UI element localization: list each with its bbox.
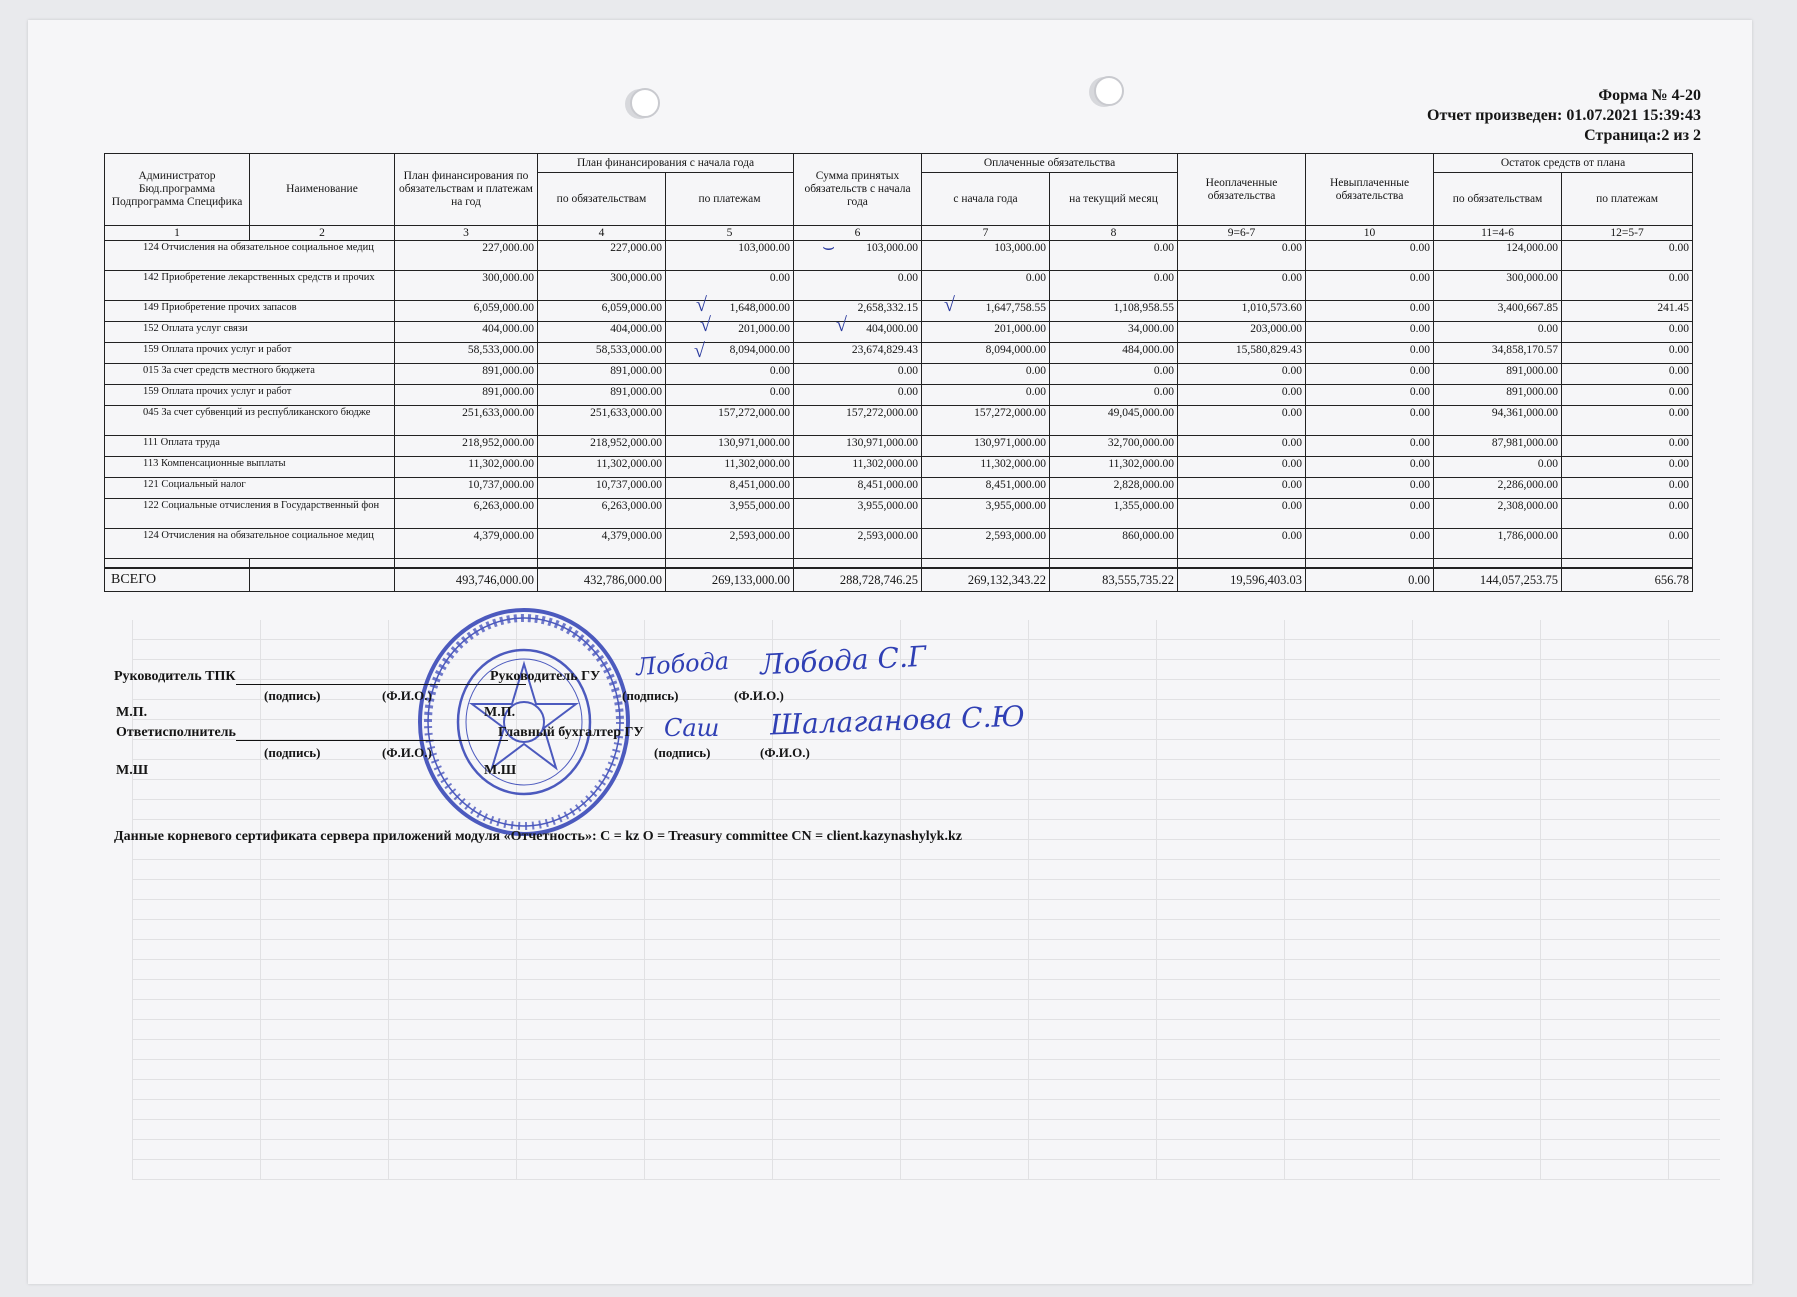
row-name: Отчисления на обязательное социальное медиц [161, 530, 374, 541]
spacer-cell [1306, 559, 1434, 569]
value-cell: 0.00 [1050, 241, 1178, 271]
label-executor: Ответисполнитель [116, 725, 236, 740]
column-number: 4 [538, 226, 666, 241]
table-row [105, 241, 1693, 271]
value-cell: 891,000.00 [538, 385, 666, 406]
value-cell: 251,633,000.00 [538, 406, 666, 436]
value-cell: 891,000.00 [395, 385, 538, 406]
value-cell: 4,379,000.00 [538, 529, 666, 559]
value-cell: 6,263,000.00 [395, 499, 538, 529]
row-name: Оплата прочих услуг и работ [161, 386, 292, 397]
value-cell: 404,000.00 [538, 322, 666, 343]
value-cell: 0.00 [1178, 457, 1306, 478]
value-cell: 2,828,000.00 [1050, 478, 1178, 499]
row-code: 159 [143, 344, 159, 355]
value-cell: 130,971,000.00 [666, 436, 794, 457]
value-cell: 3,400,667.85 [1434, 301, 1562, 322]
column-number: 10 [1306, 226, 1434, 241]
value-cell: 0.00 [1306, 457, 1434, 478]
value-cell: 201,000.00 [922, 322, 1050, 343]
row-name: Компенсационные выплаты [161, 458, 286, 469]
value-cell: 2,593,000.00 [922, 529, 1050, 559]
col-admin-header: Администратор Бюд.программа Подпрограмма Специфика [105, 154, 250, 226]
value-cell: 0.00 [1562, 436, 1693, 457]
check-mark-icon: √ [696, 294, 707, 316]
total-label: ВСЕГО [105, 568, 250, 592]
row-code-name [105, 364, 395, 385]
spacer-cell [250, 559, 395, 569]
value-cell: 891,000.00 [1434, 385, 1562, 406]
row-code: 045 [143, 407, 159, 418]
page-number: Страница:2 из 2 [1584, 127, 1701, 144]
row-name: Социальные отчисления в Государственный фон [161, 500, 380, 511]
table-row [105, 322, 1693, 343]
caption-fio: (Ф.И.О.) [382, 745, 432, 760]
value-cell: 203,000.00 [1178, 322, 1306, 343]
value-cell: 1,647,758.55 [922, 301, 1050, 322]
report-header [1427, 86, 1701, 146]
value-cell: 130,971,000.00 [922, 436, 1050, 457]
table-row [105, 478, 1693, 499]
value-cell: 6,059,000.00 [395, 301, 538, 322]
signature-line [236, 740, 508, 741]
punch-hole-icon [630, 88, 660, 118]
col-plan-pay-header: по платежам [666, 173, 794, 226]
value-cell: 0.00 [794, 385, 922, 406]
col-paid-month-header: на текущий месяц [1050, 173, 1178, 226]
signature-line [236, 684, 526, 685]
value-cell: 0.00 [1178, 478, 1306, 499]
value-cell: 891,000.00 [1434, 364, 1562, 385]
row-code: 113 [143, 458, 159, 469]
caption-fio: (Ф.И.О.) [760, 745, 810, 760]
value-cell: 0.00 [1306, 343, 1434, 364]
row-code: 159 [143, 386, 159, 397]
value-cell: 0.00 [1562, 241, 1693, 271]
label-head-gu: Руководитель ГУ [490, 669, 601, 684]
form-number: Форма № 4-20 [1598, 87, 1701, 104]
row-name: Приобретение лекарственных средств и прочих [161, 272, 375, 283]
value-cell: 218,952,000.00 [538, 436, 666, 457]
row-code-name [105, 385, 395, 406]
value-cell: 0.00 [1562, 385, 1693, 406]
value-cell: 0.00 [1562, 271, 1693, 301]
table-row [105, 385, 1693, 406]
column-number-row [105, 226, 1693, 241]
spacer-cell [922, 559, 1050, 569]
total-value: 493,746,000.00 [395, 568, 538, 592]
row-code: 124 [143, 530, 159, 541]
col-paid-year-header: с начала года [922, 173, 1050, 226]
row-code: 142 [143, 272, 159, 283]
row-code: 152 [143, 323, 159, 334]
spacer-cell [395, 559, 538, 569]
value-cell: 0.00 [794, 271, 922, 301]
value-cell: 0.00 [1434, 322, 1562, 343]
total-value: 19,596,403.03 [1178, 568, 1306, 592]
check-mark-icon: √ [694, 340, 705, 362]
total-value: 288,728,746.25 [794, 568, 922, 592]
value-cell: 0.00 [666, 385, 794, 406]
value-cell: 0.00 [1178, 364, 1306, 385]
value-cell: 103,000.00 [922, 241, 1050, 271]
value-cell: 0.00 [1306, 301, 1434, 322]
table-row [105, 271, 1693, 301]
stamp-place-2: М.П. [484, 705, 516, 720]
value-cell: 0.00 [1306, 385, 1434, 406]
row-code: 111 [143, 437, 158, 448]
handwritten-signature-2: Саш [664, 714, 720, 742]
column-number: 2 [250, 226, 395, 241]
total-value: 656.78 [1562, 568, 1693, 592]
stamp-place-4: М.Ш [484, 763, 517, 778]
value-cell: 0.00 [1306, 271, 1434, 301]
row-name: Оплата труда [160, 437, 220, 448]
value-cell: 1,786,000.00 [1434, 529, 1562, 559]
row-name: Отчисления на обязательное социальное медиц [161, 242, 374, 253]
value-cell: 0.00 [1434, 457, 1562, 478]
column-number: 7 [922, 226, 1050, 241]
caption-signature: (подпись) [264, 688, 321, 703]
value-cell: 11,302,000.00 [538, 457, 666, 478]
handwritten-name-1: Лобода С.Г [759, 639, 928, 682]
check-mark-icon: ⌣ [822, 236, 836, 258]
value-cell: 0.00 [1306, 478, 1434, 499]
value-cell: 0.00 [1306, 364, 1434, 385]
value-cell: 0.00 [922, 364, 1050, 385]
row-code-name [105, 499, 395, 529]
column-number: 8 [1050, 226, 1178, 241]
column-number: 11=4-6 [1434, 226, 1562, 241]
value-cell: 218,952,000.00 [395, 436, 538, 457]
report-generated: Отчет произведен: 01.07.2021 15:39:43 [1427, 107, 1701, 124]
row-code: 015 [143, 365, 159, 376]
value-cell: 0.00 [1306, 322, 1434, 343]
spacer-cell [1178, 559, 1306, 569]
row-code: 121 [143, 479, 159, 490]
value-cell: 300,000.00 [1434, 271, 1562, 301]
value-cell: 11,302,000.00 [794, 457, 922, 478]
value-cell: 11,302,000.00 [922, 457, 1050, 478]
value-cell: 201,000.00 [666, 322, 794, 343]
value-cell: 10,737,000.00 [395, 478, 538, 499]
value-cell: 6,263,000.00 [538, 499, 666, 529]
spacer-cell [794, 559, 922, 569]
value-cell: 23,674,829.43 [794, 343, 922, 364]
value-cell: 94,361,000.00 [1434, 406, 1562, 436]
value-cell: 1,010,573.60 [1178, 301, 1306, 322]
value-cell: 0.00 [922, 385, 1050, 406]
col-plan-group-header: План финансирования с начала года [538, 154, 794, 173]
value-cell: 251,633,000.00 [395, 406, 538, 436]
stamp-place-1: М.П. [116, 705, 148, 720]
value-cell: 0.00 [1562, 322, 1693, 343]
value-cell: 0.00 [1562, 499, 1693, 529]
value-cell: 0.00 [1562, 478, 1693, 499]
value-cell: 2,593,000.00 [666, 529, 794, 559]
table-row [105, 301, 1693, 322]
spacer-cell [538, 559, 666, 569]
value-cell: 2,658,332.15 [794, 301, 922, 322]
value-cell: 124,000.00 [1434, 241, 1562, 271]
value-cell: 34,000.00 [1050, 322, 1178, 343]
value-cell: 157,272,000.00 [794, 406, 922, 436]
col-plan-year-header: План финансирования по обязательствам и платежам на год [395, 154, 538, 226]
row-code: 124 [143, 242, 159, 253]
value-cell: 404,000.00 [395, 322, 538, 343]
row-code: 122 [143, 500, 159, 511]
value-cell: 8,451,000.00 [794, 478, 922, 499]
table-row [105, 364, 1693, 385]
row-name: Оплата прочих услуг и работ [161, 344, 292, 355]
total-row [105, 568, 1693, 592]
column-number: 12=5-7 [1562, 226, 1693, 241]
column-number: 6 [794, 226, 922, 241]
value-cell: 0.00 [1562, 343, 1693, 364]
value-cell: 227,000.00 [538, 241, 666, 271]
caption-signature: (подпись) [264, 745, 321, 760]
total-value: 269,133,000.00 [666, 568, 794, 592]
value-cell: 4,379,000.00 [395, 529, 538, 559]
row-code: 149 [143, 302, 159, 313]
signature-block [114, 665, 1114, 778]
total-value: 269,132,343.22 [922, 568, 1050, 592]
value-cell: 34,858,170.57 [1434, 343, 1562, 364]
value-cell: 49,045,000.00 [1050, 406, 1178, 436]
value-cell: 0.00 [1050, 271, 1178, 301]
value-cell: 484,000.00 [1050, 343, 1178, 364]
value-cell: 0.00 [1178, 406, 1306, 436]
column-number: 5 [666, 226, 794, 241]
value-cell: 0.00 [1306, 436, 1434, 457]
value-cell: 103,000.00 [794, 241, 922, 271]
value-cell: 10,737,000.00 [538, 478, 666, 499]
value-cell: 1,355,000.00 [1050, 499, 1178, 529]
value-cell: 0.00 [1306, 406, 1434, 436]
value-cell: 0.00 [1562, 406, 1693, 436]
value-cell: 6,059,000.00 [538, 301, 666, 322]
value-cell: 0.00 [794, 364, 922, 385]
value-cell: 58,533,000.00 [395, 343, 538, 364]
total-blank [250, 568, 395, 592]
col-paid-group-header: Оплаченные обязательства [922, 154, 1178, 173]
value-cell: 0.00 [1306, 241, 1434, 271]
value-cell: 0.00 [1562, 529, 1693, 559]
label-head-tpk: Руководитель ТПК [114, 669, 236, 684]
row-code-name [105, 478, 395, 499]
value-cell: 2,308,000.00 [1434, 499, 1562, 529]
handwritten-signature-1: Лобода [635, 646, 730, 682]
col-plan-oblig-header: по обязательствам [538, 173, 666, 226]
value-cell: 891,000.00 [395, 364, 538, 385]
value-cell: 300,000.00 [538, 271, 666, 301]
handwritten-name-2: Шалаганова С.Ю [769, 699, 1026, 742]
value-cell: 130,971,000.00 [794, 436, 922, 457]
value-cell: 58,533,000.00 [538, 343, 666, 364]
value-cell: 0.00 [1562, 364, 1693, 385]
spacer-cell [105, 559, 250, 569]
value-cell: 8,451,000.00 [666, 478, 794, 499]
value-cell: 0.00 [922, 271, 1050, 301]
value-cell: 32,700,000.00 [1050, 436, 1178, 457]
value-cell: 0.00 [1178, 499, 1306, 529]
value-cell: 0.00 [1178, 436, 1306, 457]
column-number: 3 [395, 226, 538, 241]
row-code-name [105, 301, 395, 322]
total-value: 144,057,253.75 [1434, 568, 1562, 592]
value-cell: 1,108,958.55 [1050, 301, 1178, 322]
table-row [105, 343, 1693, 364]
col-name-header: Наименование [250, 154, 395, 226]
value-cell: 227,000.00 [395, 241, 538, 271]
caption-signature: (подпись) [622, 688, 679, 703]
spacer-cell [666, 559, 794, 569]
spacer-cell [1434, 559, 1562, 569]
value-cell: 0.00 [1178, 385, 1306, 406]
value-cell: 0.00 [1050, 385, 1178, 406]
value-cell: 404,000.00 [794, 322, 922, 343]
value-cell: 300,000.00 [395, 271, 538, 301]
value-cell: 15,580,829.43 [1178, 343, 1306, 364]
col-accepted-header: Сумма принятых обязательств с начала года [794, 154, 922, 226]
col-rest-group-header: Остаток средств от плана [1434, 154, 1693, 173]
row-name: За счет субвенций из республиканского бюдже [161, 407, 371, 418]
value-cell: 11,302,000.00 [395, 457, 538, 478]
value-cell: 860,000.00 [1050, 529, 1178, 559]
label-chief-accountant: Главный бухгалтер ГУ [498, 725, 644, 740]
check-mark-icon: √ [836, 314, 847, 336]
value-cell: 3,955,000.00 [794, 499, 922, 529]
value-cell: 0.00 [666, 364, 794, 385]
stamp-place-3: М.Ш [116, 763, 149, 778]
value-cell: 0.00 [1562, 457, 1693, 478]
value-cell: 11,302,000.00 [1050, 457, 1178, 478]
value-cell: 8,094,000.00 [666, 343, 794, 364]
table-row [105, 457, 1693, 478]
column-number: 1 [105, 226, 250, 241]
value-cell: 2,286,000.00 [1434, 478, 1562, 499]
value-cell: 0.00 [666, 271, 794, 301]
value-cell: 0.00 [1050, 364, 1178, 385]
value-cell: 157,272,000.00 [922, 406, 1050, 436]
col-not-disbursed-header: Невыплаченные обязательства [1306, 154, 1434, 226]
caption-signature: (подпись) [654, 745, 711, 760]
value-cell: 0.00 [1306, 529, 1434, 559]
table-row [105, 499, 1693, 529]
total-value: 83,555,735.22 [1050, 568, 1178, 592]
row-code-name [105, 322, 395, 343]
caption-fio: (Ф.И.О.) [734, 688, 784, 703]
col-unpaid-header: Неоплаченные обязательства [1178, 154, 1306, 226]
row-name: Приобретение прочих запасов [161, 302, 297, 313]
total-value: 0.00 [1306, 568, 1434, 592]
row-code-name [105, 436, 395, 457]
value-cell: 11,302,000.00 [666, 457, 794, 478]
value-cell: 8,451,000.00 [922, 478, 1050, 499]
value-cell: 157,272,000.00 [666, 406, 794, 436]
value-cell: 103,000.00 [666, 241, 794, 271]
row-name: Социальный налог [161, 479, 246, 490]
total-value: 432,786,000.00 [538, 568, 666, 592]
spacer-row [105, 559, 1693, 569]
value-cell: 3,955,000.00 [666, 499, 794, 529]
row-name: Оплата услуг связи [161, 323, 248, 334]
value-cell: 8,094,000.00 [922, 343, 1050, 364]
check-mark-icon: √ [944, 294, 955, 316]
table-row [105, 529, 1693, 559]
row-code-name [105, 241, 395, 271]
value-cell: 0.00 [1178, 271, 1306, 301]
table-row [105, 436, 1693, 457]
punch-hole-icon [1094, 76, 1124, 106]
table-row [105, 406, 1693, 436]
row-code-name [105, 529, 395, 559]
value-cell: 1,648,000.00 [666, 301, 794, 322]
certificate-info: Данные корневого сертификата сервера приложений модуля «Отчетность»: C = kz O = Treasury committee CN = client.kazynashylyk.kz [114, 829, 962, 844]
value-cell: 891,000.00 [538, 364, 666, 385]
value-cell: 3,955,000.00 [922, 499, 1050, 529]
row-code-name [105, 271, 395, 301]
row-code-name [105, 406, 395, 436]
value-cell: 241.45 [1562, 301, 1693, 322]
value-cell: 0.00 [1178, 529, 1306, 559]
value-cell: 87,981,000.00 [1434, 436, 1562, 457]
spacer-cell [1050, 559, 1178, 569]
caption-fio: (Ф.И.О.) [382, 688, 432, 703]
row-code-name [105, 343, 395, 364]
col-rest-pay-header: по платежам [1562, 173, 1693, 226]
value-cell: 0.00 [1178, 241, 1306, 271]
value-cell: 0.00 [1306, 499, 1434, 529]
report-table [104, 153, 1693, 592]
value-cell: 2,593,000.00 [794, 529, 922, 559]
row-code-name [105, 457, 395, 478]
row-name: За счет средств местного бюджета [161, 365, 315, 376]
col-rest-oblig-header: по обязательствам [1434, 173, 1562, 226]
check-mark-icon: √ [700, 314, 711, 336]
column-number: 9=6-7 [1178, 226, 1306, 241]
spacer-cell [1562, 559, 1693, 569]
